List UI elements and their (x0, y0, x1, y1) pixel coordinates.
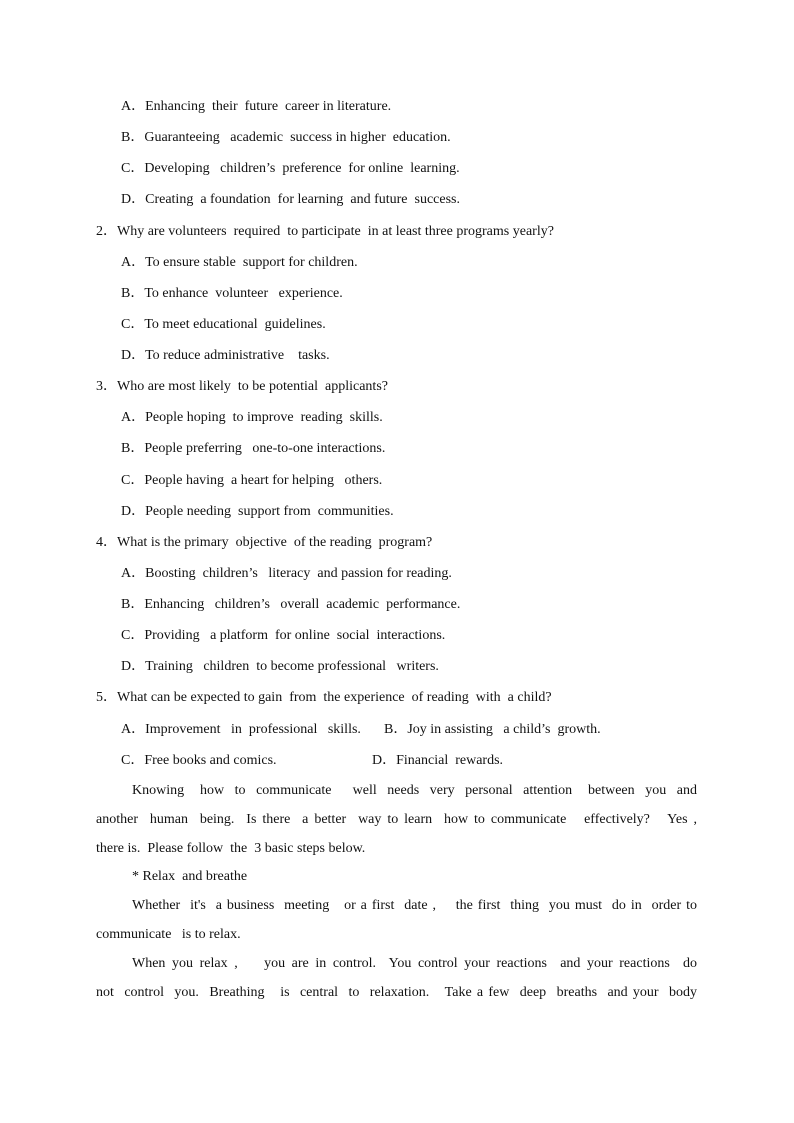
q5-option-a: A．Improvement in professional skills. (121, 722, 361, 737)
q5-option-b: B．Joy in assisting a child’s growth. (384, 722, 601, 737)
q4-option-d: D．Training children to become professional writers. (121, 659, 439, 674)
q5-stem: 5．What can be expected to gain from the experience of reading with a child? (96, 690, 552, 705)
q5-option-c: C．Free books and comics. (121, 753, 277, 768)
passage-para3-line2: not control you. Breathing is central to relaxation. Take a few deep breaths and your body (96, 985, 697, 1000)
q2-option-c: C．To meet educational guidelines. (121, 317, 326, 332)
q3-option-a: A．People hoping to improve reading skills. (121, 410, 383, 425)
q4-option-a: A．Boosting children’s literacy and passion for reading. (121, 566, 452, 581)
passage-heading: * Relax and breathe (132, 869, 248, 884)
passage-para3-line1: When you relax , you are in control. You control your reactions and your reactions do (132, 956, 697, 971)
q2-option-b: B．To enhance volunteer experience. (121, 286, 343, 301)
q2-stem: 2．Why are volunteers required to participate in at least three programs yearly? (96, 224, 554, 239)
passage-para2-line2: communicate is to relax. (96, 927, 241, 942)
q1-option-d: D．Creating a foundation for learning and future success. (121, 192, 461, 207)
q2-option-d: D．To reduce administrative tasks. (121, 348, 330, 363)
q1-option-b: B．Guaranteeing academic success in higher education. (121, 130, 451, 145)
q4-option-c: C．Providing a platform for online social interactions. (121, 628, 446, 643)
q4-stem: 4．What is the primary objective of the reading program? (96, 535, 433, 550)
q3-stem: 3．Who are most likely to be potential applicants? (96, 379, 388, 394)
passage-para1-line2: another human being. Is there a better way to learn how to communicate effectively? Yes , (96, 812, 697, 827)
q2-option-a: A．To ensure stable support for children. (121, 255, 358, 270)
q1-option-c: C．Developing children’s preference for online learning. (121, 161, 460, 176)
q4-option-b: B．Enhancing children’s overall academic performance. (121, 597, 461, 612)
q1-option-a: A．Enhancing their future career in literature. (121, 99, 392, 114)
q3-option-c: C．People having a heart for helping others. (121, 473, 383, 488)
q5-option-d: D．Financial rewards. (372, 753, 504, 768)
q3-option-d: D．People needing support from communities. (121, 504, 394, 519)
q3-option-b: B．People preferring one-to-one interactions. (121, 441, 386, 456)
passage-para2-line1: Whether it's a business meeting or a first date , the first thing you must do in order to (132, 898, 697, 913)
passage-para1-line1: Knowing how to communicate well needs very personal attention between you and (132, 783, 697, 798)
passage-para1-line3: there is. Please follow the 3 basic steps below. (96, 841, 366, 856)
